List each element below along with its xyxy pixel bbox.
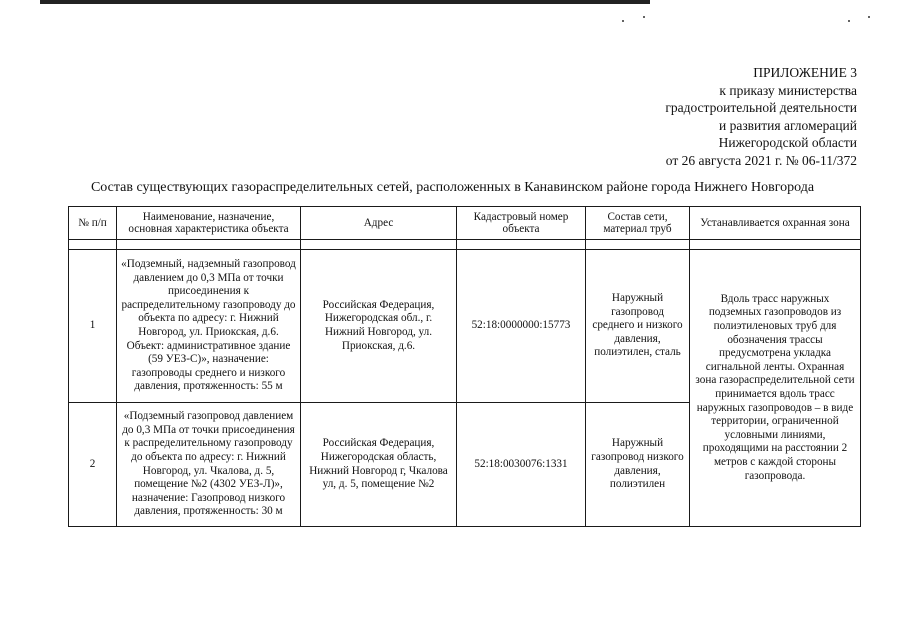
table-header-row xyxy=(69,207,861,240)
object-description: «Подземный газопровод давлением до 0,3 МПа от точки присоединения к распределительному газопроводу до объекта по адресу: г. Нижний Новгород, ул. Чкалова, д. 5, помещение №2 (4302 УЕЗ-Л)», назначение: Газопровод низкого давления, протяженность: 30 м xyxy=(117,403,301,527)
column-header-address: Адрес xyxy=(301,207,457,240)
row-number: 2 xyxy=(69,403,117,527)
table-spacer-row xyxy=(69,240,861,250)
table-row xyxy=(69,250,861,403)
appendix-header-line: от 26 августа 2021 г. № 06-11/372 xyxy=(665,152,857,168)
appendix-header-line: Нижегородской области xyxy=(718,135,857,151)
document-title: Состав существующих газораспределительных сетей, расположенных в Канавинском районе города Нижнего Новгорода xyxy=(90,180,815,195)
protection-zone-text: Вдоль трасс наружных подземных газопроводов из полиэтиленовых труб для обозначения трассы предусмотрена укладка сигнальной ленты. Охранная зона газораспределительной сети принимается вдоль трасс наружных газопроводов – в виде территории, ограниченной условными линиями, проходящими на расстоянии 2 метров с каждой стороны газопровода. xyxy=(690,250,861,527)
cadastral-number: 52:18:0000000:15773 xyxy=(457,250,586,403)
scan-speck xyxy=(622,20,624,22)
object-description: «Подземный, надземный газопровод давлением до 0,3 МПа от точки присоединения к распределительному газопроводу до объекта по адресу: г. Нижний Новгород, ул. Приокская, д.6. Объект: административное здание (59 УЕЗ-С)», назначение: газопроводы среднего и низкого давления, протяженность: 55 м xyxy=(117,250,301,403)
appendix-header-line: к приказу министерства xyxy=(719,82,857,98)
column-header-description: Наименование, назначение, основная характеристика объекта xyxy=(117,207,301,240)
network-composition: Наружный газопровод низкого давления, полиэтилен xyxy=(586,403,690,527)
cadastral-number: 52:18:0030076:1331 xyxy=(457,403,586,527)
scan-speck xyxy=(868,16,870,18)
appendix-header-line: и развития агломераций xyxy=(718,117,857,133)
column-header-number: № п/п xyxy=(69,207,117,240)
column-header-network: Состав сети, материал труб xyxy=(586,207,690,240)
scan-artifact-line xyxy=(40,0,650,4)
appendix-header xyxy=(665,64,857,170)
network-composition: Наружный газопровод среднего и низкого давления, полиэтилен, сталь xyxy=(586,250,690,403)
scan-speck xyxy=(848,20,850,22)
column-header-protection-zone: Устанавливается охранная зона xyxy=(690,207,861,240)
object-address: Российская Федерация, Нижегородская обл., г. Нижний Новгород, ул. Приокская, д.6. xyxy=(301,250,457,403)
gas-network-table xyxy=(68,206,861,527)
row-number: 1 xyxy=(69,250,117,403)
object-address: Российская Федерация, Нижегородская область, Нижний Новгород г, Чкалова ул, д. 5, помещение №2 xyxy=(301,403,457,527)
appendix-header-line: градостроительной деятельности xyxy=(665,100,857,116)
column-header-cadastral: Кадастровый номер объекта xyxy=(457,207,586,240)
scan-speck xyxy=(643,16,645,18)
appendix-header-line: ПРИЛОЖЕНИЕ 3 xyxy=(753,65,857,80)
